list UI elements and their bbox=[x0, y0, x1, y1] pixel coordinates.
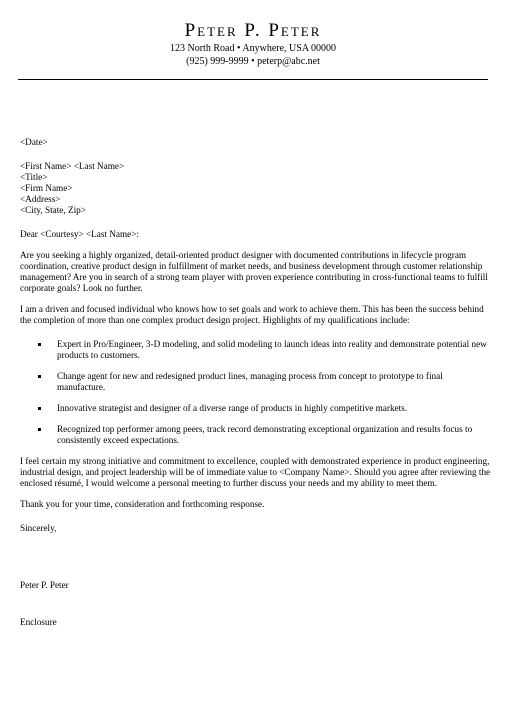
list-item bbox=[20, 424, 492, 446]
paragraph-thanks: Thank you for your time, consideration and forthcoming response. bbox=[20, 499, 265, 509]
recipient-line: <Title> bbox=[20, 172, 48, 182]
paragraph-intro: Are you seeking a highly organized, detail-oriented product designer with documented contributions in lifecycle program coordination, creative product design in fulfillment of market needs, and business development through customer relationship management? Are you in search of a strong team player with proven experience contributing in cross-functional teams to fulfill corporate goals? Look no further. bbox=[20, 250, 488, 293]
sender-name: Peter P. Peter bbox=[184, 20, 322, 41]
enclosure-note: Enclosure bbox=[20, 617, 57, 627]
list-item-text: Change agent for new and redesigned product lines, managing process from concept to prototype to final manufacture. bbox=[57, 371, 443, 392]
salutation: Dear <Courtesy> <Last Name>: bbox=[20, 229, 139, 239]
paragraph-closing-pitch: I feel certain my strong initiative and commitment to excellence, coupled with demonstrated experience in product engineering, industrial design, and project leadership will be of immediate value to <Company Name>. Should you agree after reviewing the enclosed résumé, I would welcome a personal meeting to further discuss your needs and my ability to meet them. bbox=[20, 456, 491, 488]
sender-address: 123 North Road • Anywhere, USA 00000 bbox=[170, 43, 336, 54]
qualifications-list bbox=[20, 339, 492, 446]
header-divider bbox=[18, 79, 488, 80]
letter-date: <Date> bbox=[20, 137, 48, 147]
signature-name: Peter P. Peter bbox=[20, 580, 69, 590]
paragraph-qualifications: I am a driven and focused individual who knows how to set goals and work to achieve them. This has been the success behind the completion of more than one complex product design project. Highlights of my qualifications include: bbox=[20, 304, 484, 325]
closing: Sincerely, bbox=[20, 523, 57, 533]
bullet-icon bbox=[38, 428, 41, 431]
recipient-block bbox=[20, 161, 492, 216]
list-item-text: Expert in Pro/Engineer, 3-D modeling, and solid modeling to launch ideas into reality and demonstrate potential new products to customers. bbox=[57, 339, 487, 360]
bullet-icon bbox=[38, 343, 41, 346]
list-item bbox=[20, 339, 492, 361]
list-item-text: Recognized top performer among peers, track record demonstrating exceptional organization and results focus to consistently exceed expectations. bbox=[57, 424, 473, 445]
list-item bbox=[20, 371, 492, 393]
recipient-line: <Address> bbox=[20, 194, 61, 204]
letterhead bbox=[0, 20, 506, 68]
bullet-icon bbox=[38, 407, 41, 410]
recipient-line: <City, State, Zip> bbox=[20, 205, 86, 215]
list-item bbox=[20, 403, 492, 414]
list-item-text: Innovative strategist and designer of a diverse range of products in highly competitive markets. bbox=[57, 403, 408, 413]
bullet-icon bbox=[38, 375, 41, 378]
recipient-line: <Firm Name> bbox=[20, 183, 73, 193]
sender-contact: (925) 999-9999 • peterp@abc.net bbox=[186, 56, 320, 67]
recipient-line: <First Name> <Last Name> bbox=[20, 161, 125, 171]
letter-body bbox=[20, 137, 492, 628]
